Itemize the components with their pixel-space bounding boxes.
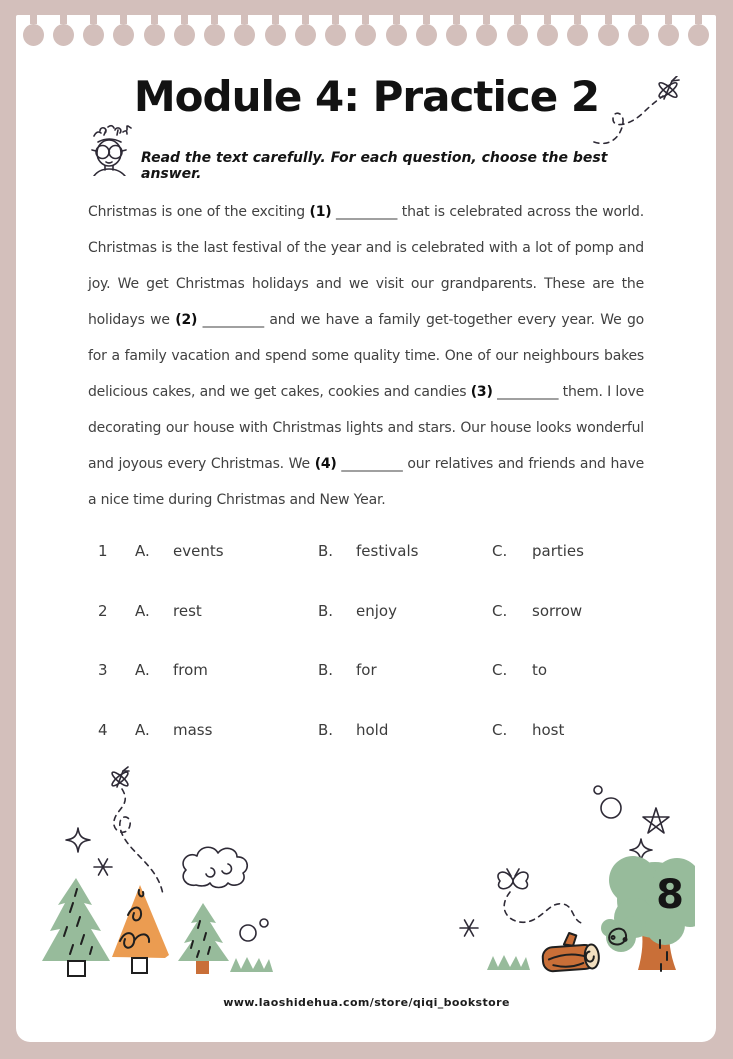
- blank-number: (3): [470, 384, 493, 400]
- dragonfly-icon: [110, 767, 129, 788]
- garland-bead: [415, 15, 437, 57]
- garland-bead: [476, 15, 498, 57]
- option-text[interactable]: sorrow: [532, 601, 583, 620]
- passage-text: _________ and we have a family get-together every year. We go for a family vacation and spend some quality time. One of our neighbours bakes delicious cakes, and we get cakes, cookies and candies: [88, 312, 644, 400]
- question-number: 4: [98, 720, 108, 739]
- garland-bead: [567, 15, 589, 57]
- left-forest-illustration: [40, 765, 332, 980]
- passage-text: Christmas is one of the exciting: [88, 204, 310, 220]
- asterisk-icon: [460, 920, 478, 936]
- option-letter: B.: [318, 720, 334, 739]
- flight-trail: [114, 789, 163, 895]
- garland-bead: [355, 15, 377, 57]
- grass-icon: [230, 957, 273, 972]
- question-number: 1: [98, 542, 108, 560]
- page-title: Module 4: Practice 2: [133, 72, 600, 121]
- dragonfly-icon: [657, 76, 679, 99]
- garland-border: [16, 15, 716, 57]
- blank-number: (1): [309, 204, 332, 220]
- passage-text: _________ them. I love decorating our house with Christmas lights and stars. Our house looks wonderful and joyous every Christmas. We: [88, 384, 644, 472]
- option-text[interactable]: host: [532, 720, 565, 739]
- garland-bead: [658, 15, 680, 57]
- option-text[interactable]: rest: [173, 601, 202, 620]
- option-text[interactable]: parties: [532, 542, 584, 560]
- cloud-icon: [183, 847, 247, 887]
- reading-passage: [88, 194, 644, 518]
- option-letter: B.: [318, 601, 334, 620]
- star-icon: [643, 808, 669, 833]
- option-letter: A.: [135, 661, 150, 679]
- butterfly-icon: [498, 869, 528, 889]
- question-number: 2: [98, 601, 108, 620]
- option-text[interactable]: festivals: [356, 542, 419, 560]
- garland-bead: [173, 15, 195, 57]
- blank-number: (4): [314, 456, 337, 472]
- option-letter: A.: [135, 601, 150, 620]
- option-text[interactable]: mass: [173, 720, 213, 739]
- question-row: [98, 652, 658, 688]
- orange-tree-icon: [112, 885, 169, 973]
- small-pine-tree-icon: [178, 903, 229, 974]
- option-text[interactable]: to: [532, 661, 548, 679]
- question-row: [98, 533, 658, 569]
- blank-number: (2): [175, 312, 198, 328]
- option-letter: C.: [492, 720, 508, 739]
- option-text[interactable]: events: [173, 542, 224, 560]
- garland-bead: [537, 15, 559, 57]
- passage-text: _________ that is celebrated across the world. Christmas is the last festival of the year and is celebrated with a lot of pomp and joy. We get Christmas holidays and we visit our grandparents. These are the holidays we: [88, 204, 644, 328]
- grass-icon: [487, 955, 530, 970]
- garland-bead: [143, 15, 165, 57]
- option-text[interactable]: from: [173, 661, 208, 679]
- log-icon: [541, 931, 599, 972]
- garland-bead: [385, 15, 407, 57]
- circle-doodle: [594, 786, 602, 794]
- page-number: 8: [656, 872, 684, 918]
- question-number: 3: [98, 661, 108, 679]
- option-text[interactable]: hold: [356, 720, 389, 739]
- garland-bead: [52, 15, 74, 57]
- circle-doodle: [260, 919, 268, 927]
- option-text[interactable]: for: [356, 661, 377, 679]
- garland-bead: [234, 15, 256, 57]
- question-row: [98, 593, 658, 629]
- garland-bead: [688, 15, 710, 57]
- instruction-text: Read the text carefully. For each question, choose the best answer.: [141, 150, 608, 182]
- option-letter: A.: [135, 720, 150, 739]
- garland-bead: [264, 15, 286, 57]
- garland-bead: [83, 15, 105, 57]
- option-letter: C.: [492, 661, 508, 679]
- option-letter: B.: [318, 542, 334, 560]
- sparkle-icon: [66, 828, 90, 852]
- garland-bead: [294, 15, 316, 57]
- circle-doodle: [601, 798, 621, 818]
- garland-bead: [22, 15, 44, 57]
- garland-bead: [506, 15, 528, 57]
- garland-bead: [204, 15, 226, 57]
- asterisk-icon: [94, 859, 112, 875]
- circle-doodle: [240, 925, 256, 941]
- garland-bead: [627, 15, 649, 57]
- pine-tree-icon: [42, 878, 110, 976]
- footer-url: www.laoshidehua.com/store/qiqi_bookstore: [223, 996, 510, 1009]
- passage-text: _________ our relatives and friends and have a nice time during Christmas and New Year.: [88, 456, 644, 508]
- garland-bead: [113, 15, 135, 57]
- student-doodle-icon: [84, 122, 136, 176]
- garland-bead: [446, 15, 468, 57]
- option-text[interactable]: enjoy: [356, 601, 397, 620]
- option-letter: A.: [135, 542, 150, 560]
- dashed-arrow-doodle-icon: [592, 76, 722, 186]
- garland-bead: [597, 15, 619, 57]
- option-letter: B.: [318, 661, 334, 679]
- flight-trail: [504, 892, 585, 924]
- option-letter: C.: [492, 542, 508, 560]
- option-letter: C.: [492, 601, 508, 620]
- questions: [98, 533, 658, 771]
- garland-bead: [325, 15, 347, 57]
- question-row: [98, 712, 658, 748]
